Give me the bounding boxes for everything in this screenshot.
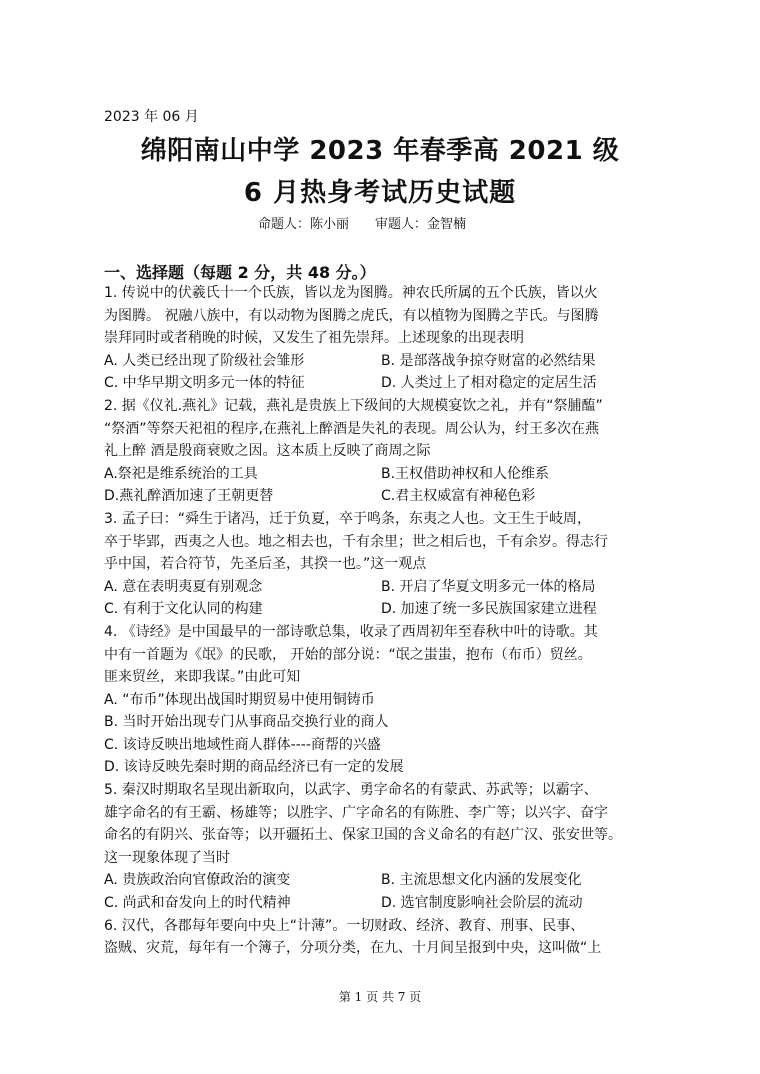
section-heading: 一、选择题（每题 2 分，共 48 分。） [104, 263, 376, 282]
authors-line [258, 213, 466, 232]
option-row [104, 485, 657, 508]
exam-title: 绵阳南山中学 2023 年春季高 2021 级 [140, 136, 620, 166]
answer-option: B. 主流思想文化内涵的发展变化 [381, 872, 582, 889]
answer-option: D. 加速了统一多民族国家建立进程 [381, 601, 597, 618]
page-number: 第 1 页 共 7 页 [338, 990, 422, 1004]
question-stem-line: 雄字命名的有王霸、杨雄等；以胜字、广字命名的有陈胜、李广等；以兴字、奋字 [104, 804, 608, 821]
question-stem-line: 命名的有阴兴、张奋等；以开疆拓土、保家卫国的含义命名的有赵广汉、张安世等。 [104, 827, 622, 844]
answer-option: C.君主权威富有神秘色彩 [381, 488, 536, 505]
question-stem-line: 盗贼、灾荒，每年有一个簿子，分项分类，在九、十月间呈报到中央，这叫做“上 [104, 940, 602, 957]
question-stem-line: 这一现象体现了当时 [104, 849, 230, 866]
option-row [104, 576, 657, 599]
answer-option: B.王权借助神权和人伦维系 [381, 465, 550, 482]
exam-date: 2023 年 06 月 [104, 109, 199, 125]
question-stem-line: “祭酒”等祭天祀祖的程序,在燕礼上醉酒是失礼的表现。周公认为，纣王多次在燕 [104, 420, 599, 437]
option-row [104, 598, 657, 621]
question-stem-line: 匪来贸丝，来即我谋。”由此可知 [104, 669, 301, 686]
question-stem-line: 6. 汉代，各郡每年要向中央上“计薄”。一切财政、经济、教育、刑事、民事、 [104, 917, 585, 934]
question-stem-line: 礼上醉 酒是殷商衰败之因。这本质上反映了商周之际 [104, 443, 431, 460]
question-stem-line: 4. 《诗经》是中国最早的一部诗歌总集，收录了西周初年至春秋中叶的诗歌。其 [104, 623, 598, 640]
question-block [104, 395, 657, 508]
answer-option: A. 人类已经出现了阶级社会雏形 [104, 352, 305, 369]
answer-option: A.祭祀是维系统治的工具 [104, 465, 258, 482]
answer-option: D. 人类过上了相对稳定的定居生活 [381, 375, 597, 392]
answer-option: D. 选官制度影响社会阶层的流动 [381, 895, 583, 912]
option-row [104, 463, 657, 486]
question-block [104, 508, 657, 621]
answer-option: C. 有利于文化认同的构建 [104, 601, 263, 618]
question-stem-line: 乎中国，若合符节，先圣后圣，其揆一也。”这一观点 [104, 556, 427, 573]
question-block [104, 621, 657, 779]
answer-option: C. 中华早期文明多元一体的特征 [104, 375, 305, 392]
questions-body [104, 282, 657, 960]
option-row [104, 869, 657, 892]
question-stem-line: 崇拜同时或者稍晚的时候，又发生了祖先崇拜。上述现象的出现表明 [104, 330, 524, 347]
option-row [104, 372, 657, 395]
question-stem-line: 5. 秦汉时期取名呈现出新取向，以武字、勇字命名的有蒙武、苏武等；以霸字、 [104, 782, 598, 799]
answer-option: A. “布币”体现出战国时期贸易中使用铜铸币 [104, 691, 375, 708]
question-stem-line: 为图腾。 祝融八族中，有以动物为图腾之虎氏，有以植物为图腾之芋氏。与图腾 [104, 307, 599, 324]
question-stem-line: 中有一首题为《氓》的民歌， 开始的部分说：“氓之蚩蚩，抱布（布币）贸丝。 [104, 646, 592, 663]
option-row [104, 892, 657, 915]
question-stem-line: 2. 据《仪礼.燕礼》记载，燕礼是贵族上下级间的大规模宴饮之礼，并有“祭脯醢” [104, 397, 603, 414]
question-setter: 命题人：陈小丽 [258, 217, 350, 232]
exam-subtitle: 6 月热身考试历史试题 [243, 178, 517, 208]
question-block [104, 282, 657, 395]
question-block [104, 915, 657, 960]
answer-option: B. 开启了华夏文明多元一体的格局 [381, 578, 596, 595]
answer-option: C. 该诗反映出地域性商人群体----商帮的兴盛 [104, 736, 381, 753]
question-stem-line: 3. 孟子曰：“舜生于诸冯，迁于负夏，卒于鸣条，东夷之人也。文王生于岐周， [104, 510, 592, 527]
answer-option: D. 该诗反映先秦时期的商品经济已有一定的发展 [104, 759, 404, 776]
question-reviewer: 审题人：金智楠 [375, 217, 467, 232]
answer-option: A. 意在表明夷夏有别观念 [104, 578, 263, 595]
answer-option: B. 当时开始出现专门从事商品交换行业的商人 [104, 714, 389, 731]
question-block [104, 779, 657, 915]
question-stem-line: 1. 传说中的伏羲氏十一个氏族，皆以龙为图腾。神农氏所属的五个氏族，皆以火 [104, 285, 598, 301]
answer-option: B. 是部落战争掠夺财富的必然结果 [381, 352, 596, 369]
answer-option: A. 贵族政治向官僚政治的演变 [104, 872, 291, 889]
answer-option: D.燕礼醉酒加速了王朝更替 [104, 488, 274, 505]
answer-option: C. 尚武和奋发向上的时代精神 [104, 895, 291, 912]
question-stem-line: 卒于毕郢，西夷之人也。地之相去也，千有余里；世之相后也，千有余岁。得志行 [104, 533, 608, 550]
option-row [104, 350, 657, 373]
